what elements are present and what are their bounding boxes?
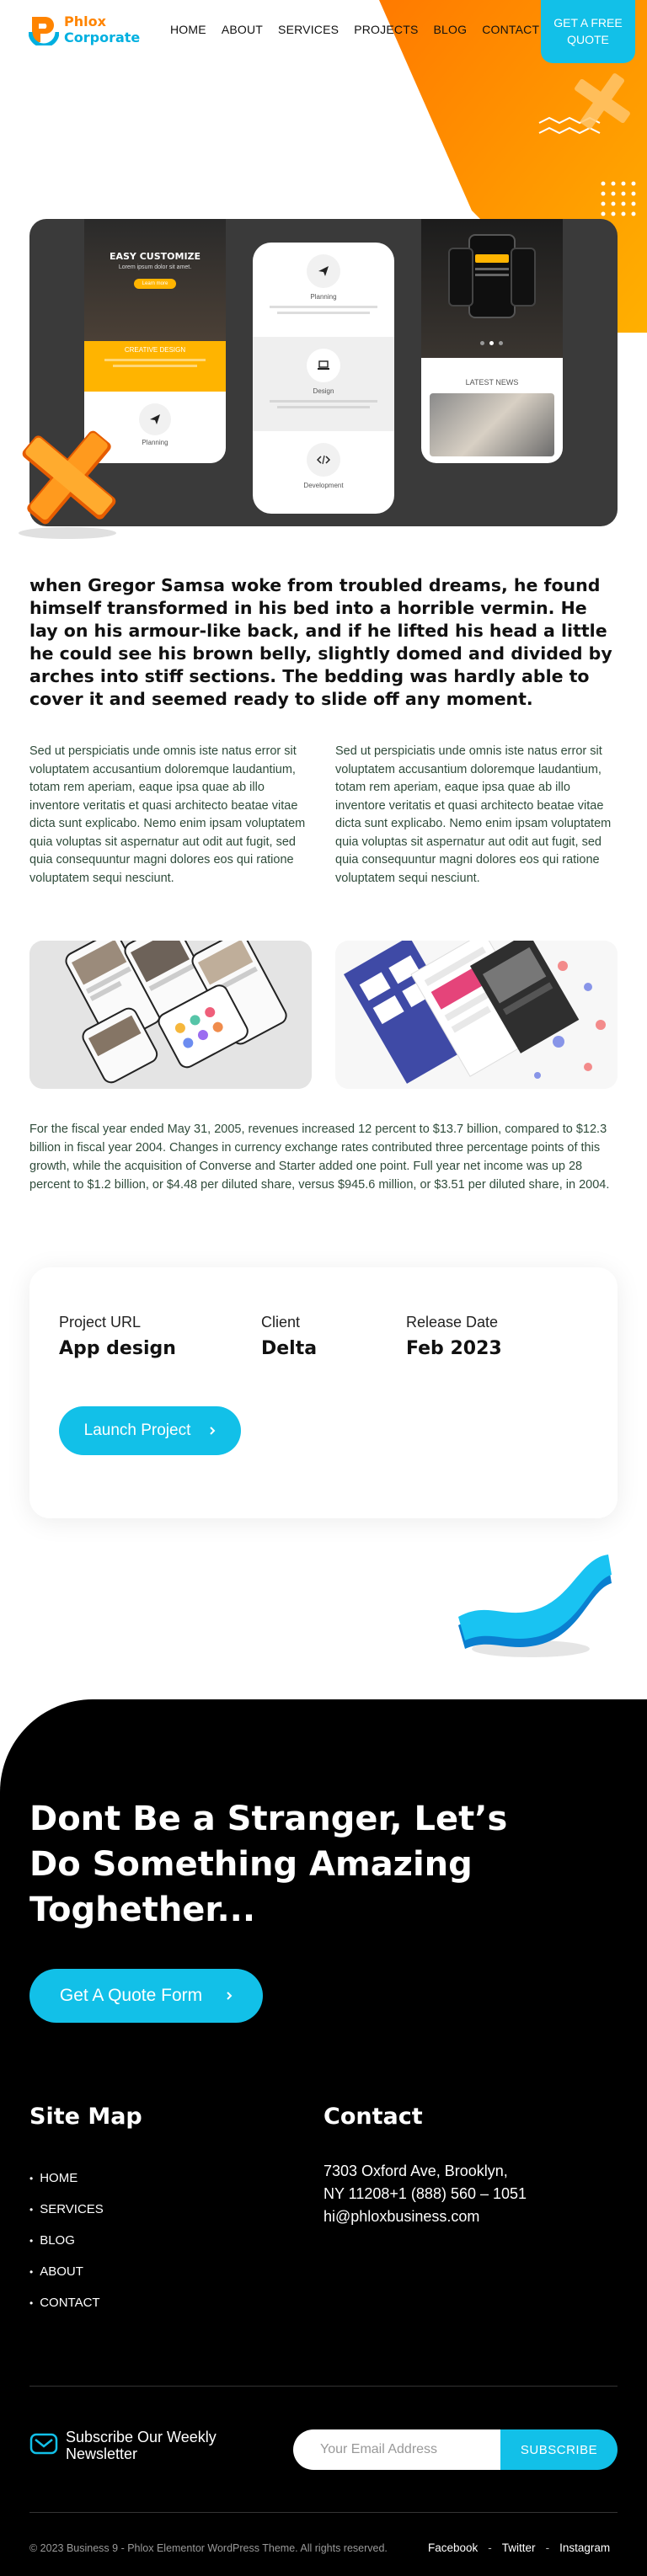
phone1-section: CREATIVE DESIGN	[124, 346, 186, 354]
paper-plane-icon	[139, 403, 171, 435]
phone2-label-planning: Planning	[310, 293, 337, 301]
client-label: Client	[261, 1314, 301, 1331]
logo-text	[64, 13, 140, 45]
sitemap-list	[29, 2163, 104, 2318]
get-free-quote-button[interactable]: GET A FREE QUOTE	[541, 0, 635, 63]
subscribe-button[interactable]: SUBSCRIBE	[500, 2429, 618, 2470]
logo-icon	[29, 13, 59, 45]
contact-details	[324, 2160, 602, 2228]
orange-cross-decor	[12, 425, 130, 543]
phone2-item-planning	[253, 243, 394, 337]
nav-contact[interactable]: CONTACT	[482, 23, 540, 36]
nav-home[interactable]: HOME	[170, 23, 206, 36]
news-thumbnail-image	[430, 393, 554, 456]
phone-mockup-2	[253, 243, 394, 514]
project-url-value: App design	[59, 1338, 176, 1359]
site-footer	[0, 1699, 647, 2576]
footer-divider	[29, 2512, 618, 2513]
client-value: Delta	[261, 1338, 318, 1359]
phone2-item-development	[253, 431, 394, 489]
social-link-facebook[interactable]: Facebook	[428, 2541, 479, 2554]
phone2-text-line	[277, 406, 370, 408]
release-date-label: Release Date	[406, 1314, 499, 1331]
get-quote-form-label: Get A Quote Form	[59, 1986, 203, 2005]
site-header	[0, 0, 647, 63]
contact-title: Contact	[324, 2104, 423, 2130]
text-column-right: Sed ut perspiciatis unde omnis iste natus error sit voluptatem accusantium doloremque laudantium, totam rem aperiam, eaque ipsa quae ab illo inventore veritatis et quasi architecto beatae vitae dicta sunt explicabo. Nemo enim ipsam voluptatem quia voluptas sit aspernatur aut odit aut fugit, sed quia consequuntur magni dolores eos qui ratione voluptatem sequi nesciunt.	[335, 744, 612, 885]
logo[interactable]	[29, 13, 140, 45]
sitemap-title: Site Map	[29, 2104, 142, 2130]
carousel-dots[interactable]	[480, 341, 503, 345]
phone3-label: LATEST NEWS	[465, 378, 519, 387]
release-date-value: Feb 2023	[406, 1338, 502, 1359]
newsletter-email-input[interactable]	[293, 2429, 500, 2470]
phone3-device-image	[468, 234, 516, 318]
nav-blog[interactable]: BLOG	[433, 23, 468, 36]
phone1-text-line	[113, 365, 197, 367]
footer-divider	[29, 2386, 618, 2387]
code-icon	[307, 443, 340, 477]
sitemap-link-blog[interactable]: • BLOG	[29, 2225, 104, 2256]
phone2-label-design: Design	[313, 387, 334, 395]
footer-heading: Dont Be a Stranger, Let’s Do Something Amazing Toghether...	[29, 1800, 508, 1929]
address-line-2: NY 11208+1 (888) 560 – 1051	[324, 2185, 527, 2202]
logo-line1: Phlox	[64, 13, 106, 29]
social-link-twitter[interactable]: Twitter	[501, 2541, 536, 2554]
phone1-text-line	[104, 359, 206, 361]
nav-services[interactable]: SERVICES	[278, 23, 340, 36]
phone1-hero	[84, 219, 226, 341]
fiscal-paragraph: For the fiscal year ended May 31, 2005, revenues increased 12 percent to $13.7 billion, compared to $12.3 billion in fiscal year 2004. Changes in currency exchange rates contributed three percentage points of this growth, while the acquisition of Converse and Starter added one point. Full year net income was up 28 percent to $1.2 billion, or $4.48 per diluted share, versus $945.6 million, or $3.51 per diluted share, in 2004.	[29, 1123, 610, 1192]
phone1-label: Planning	[142, 439, 168, 446]
project-details-card	[29, 1267, 618, 1518]
nav-projects[interactable]: PROJECTS	[354, 23, 419, 36]
phone1-button: Learn more	[134, 279, 177, 289]
blue-wave-decor	[455, 1549, 615, 1667]
chevron-right-icon	[226, 1991, 233, 2001]
sitemap-link-contact[interactable]: • CONTACT	[29, 2287, 104, 2318]
text-column-left: Sed ut perspiciatis unde omnis iste natus error sit voluptatem accusantium doloremque laudantium, totam rem aperiam, eaque ipsa quae ab illo inventore veritatis et quasi architecto beatae vitae dicta sunt explicabo. Nemo enim ipsam voluptatem quia voluptas sit aspernatur aut odit aut fugit, sed quia consequuntur magni dolores eos qui ratione voluptatem sequi nesciunt.	[29, 744, 306, 885]
sitemap-link-services[interactable]: • SERVICES	[29, 2194, 104, 2225]
logo-line2: Corporate	[64, 29, 141, 45]
phone3-news	[421, 358, 563, 456]
nav-about[interactable]: ABOUT	[221, 23, 264, 36]
ui-collage-image	[335, 941, 618, 1089]
address-line-1: 7303 Oxford Ave, Brooklyn,	[324, 2163, 508, 2179]
copyright-text: © 2023 Business 9 - Phlox Elementor WordPress Theme. All rights reserved.	[29, 2542, 388, 2554]
launch-project-button[interactable]	[59, 1406, 241, 1455]
main-nav	[170, 23, 554, 36]
phone1-subtitle: Lorem ipsum dolor sit amet.	[118, 264, 192, 270]
separator: -	[545, 2541, 550, 2554]
separator: -	[488, 2541, 492, 2554]
lead-paragraph: when Gregor Samsa woke from troubled dreams, he found himself transformed in his bed into a horrible vermin. He lay on his armour-like back, and if he lifted his head a little he could see his brown belly, slightly domed and divided by arches into stiff sections. The bedding was hardly able to cover it and seemed ready to slide off any moment.	[29, 575, 612, 709]
app-mockup-image-2	[335, 941, 618, 1089]
phone2-text-line	[270, 306, 377, 308]
phone3-device-image-right	[511, 248, 536, 307]
app-mockup-image-1	[29, 941, 312, 1089]
newsletter-label: Subscribe Our Weekly Newsletter	[66, 2429, 217, 2462]
phone3-hero	[421, 219, 563, 358]
paper-plane-icon	[307, 254, 340, 288]
phone1-title: EASY CUSTOMIZE	[109, 251, 201, 262]
release-date-block	[406, 1314, 502, 1359]
contact-email[interactable]: hi@phloxbusiness.com	[324, 2208, 480, 2225]
phone1-yellow-band	[84, 341, 226, 392]
sitemap-link-about[interactable]: • ABOUT	[29, 2256, 104, 2287]
phone3-device-image-left	[448, 248, 473, 307]
client-block	[261, 1314, 317, 1359]
phone2-label-development: Development	[303, 482, 344, 489]
laptop-icon	[307, 349, 340, 382]
chevron-right-icon	[209, 1426, 216, 1436]
phone2-text-line	[270, 400, 377, 403]
project-url-label: Project URL	[59, 1314, 142, 1331]
social-links	[428, 2541, 610, 2554]
phone2-text-line	[277, 312, 370, 314]
get-quote-form-button[interactable]	[29, 1969, 263, 2023]
phone2-item-design	[253, 337, 394, 431]
mail-icon	[29, 2432, 58, 2456]
phone-mockup-3	[421, 219, 563, 463]
launch-project-label: Launch Project	[83, 1421, 191, 1439]
project-url-block	[59, 1314, 176, 1359]
sitemap-link-home[interactable]: • HOME	[29, 2163, 104, 2194]
social-link-instagram[interactable]: Instagram	[559, 2541, 611, 2554]
phones-collage-image	[29, 941, 312, 1089]
